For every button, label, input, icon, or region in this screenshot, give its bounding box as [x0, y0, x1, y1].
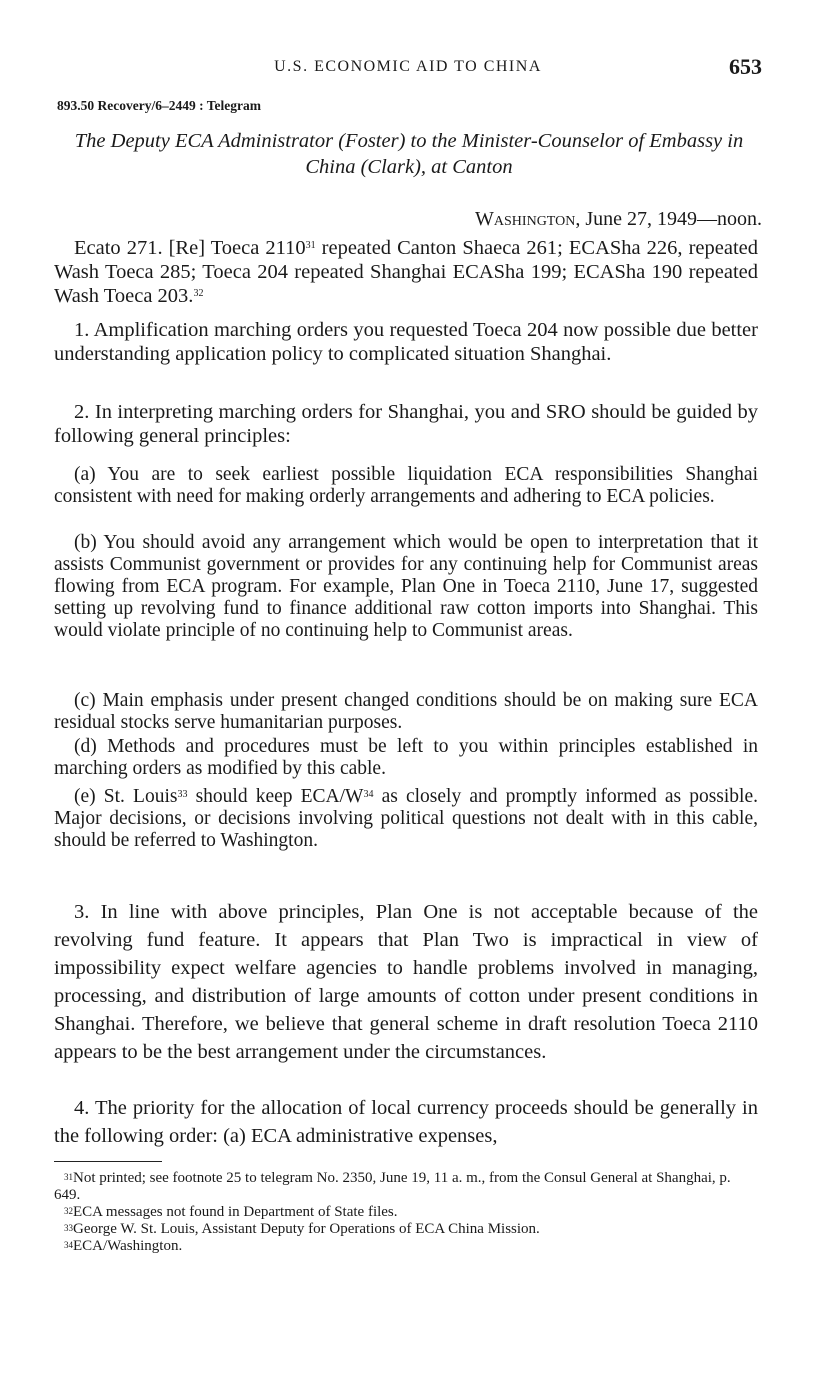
dateline-place: Washington: [475, 208, 576, 230]
footnotes: [54, 1170, 758, 1255]
footnote-text: ECA/Washington.: [73, 1238, 183, 1254]
paragraph-3: 3. In line with above principles, Plan One is not acceptable because of the revolving fund feature. It appears that Plan Two is impractical in view of impossibility expect welfare agencies to handle problems involved in managing, processing, and distribution of large amounts of cotton under present conditions in Shanghai. Therefore, we believe that general scheme in draft resolution Toeca 2110 appears to be the best arrangement under the circumstances.: [54, 901, 758, 1063]
paragraph-1: 1. Amplification marching orders you requested Toeca 204 now possible due better understanding application policy to complicated situation Shanghai.: [54, 319, 758, 365]
footnote-text: Not printed; see footnote 25 to telegram No. 2350, June 19, 11 a. m., from the Consul General at Shanghai, p. 649.: [54, 1170, 731, 1203]
paragraph-text: repeated Canton Shaeca 261; ECASha 226, repeated Wash Toeca 285; Toeca 204 repeated Shanghai ECASha 199; ECASha 190 repeated Wash Toeca 203.: [54, 237, 758, 307]
footnote-mark: 32: [64, 1206, 73, 1216]
principle-b: (b) You should avoid any arrangement which would be open to interpretation that it assists Communist government or provides for any continuing help for Communist areas flowing from ECA program. For example, Plan One in Toeca 2110, June 17, suggested setting up revolving fund to finance additional raw cotton imports into Shanghai. This would violate principle of no continuing help to Communist areas.: [54, 532, 758, 641]
footnote-ref-33: 33: [177, 789, 188, 800]
paragraph-4: 4. The priority for the allocation of local currency proceeds should be generally in the following order: (a) ECA administrative expenses,: [54, 1097, 758, 1147]
footnote-text: ECA messages not found in Department of State files.: [73, 1204, 398, 1220]
principle-d: (d) Methods and procedures must be left to you within principles established in marching orders as modified by this cable.: [54, 736, 758, 779]
file-reference: 893.50 Recovery/6–2449 : Telegram: [57, 98, 261, 113]
footnote-32: [54, 1204, 758, 1221]
running-title: U.S. ECONOMIC AID TO CHINA: [274, 58, 542, 75]
footnote-ref-31: 31: [305, 240, 316, 251]
paragraph-text: should keep ECA/W: [187, 786, 364, 807]
paragraph-text: as closely and promptly informed as possible. Major decisions, or decisions involving political questions not dealt with in this cable, should be referred to Washington.: [54, 786, 758, 851]
footnote-mark: 31: [64, 1172, 73, 1182]
principle-a: (a) You are to seek earliest possible liquidation ECA responsibilities Shanghai consistent with need for making orderly arrangements and adhering to ECA policies.: [54, 464, 758, 507]
paragraph-text: Ecato 271. [Re] Toeca 2110: [74, 237, 306, 259]
document-title: The Deputy ECA Administrator (Foster) to the Minister-Counselor of Embassy in China (Clark), at Canton: [74, 130, 744, 178]
running-head: [54, 56, 762, 84]
dateline-date: , June 27, 1949—noon.: [575, 208, 762, 230]
principle-c: (c) Main emphasis under present changed conditions should be on making sure ECA residual stocks serve humanitarian purposes.: [54, 690, 758, 733]
principle-e: [54, 786, 758, 852]
footnote-33: [54, 1221, 758, 1238]
dateline: [475, 208, 762, 231]
footnote-ref-34: 34: [363, 789, 374, 800]
page-number: 653: [729, 54, 762, 79]
paragraph-reference: [54, 236, 758, 308]
footnote-mark: 33: [64, 1223, 73, 1233]
footnote-31: [54, 1170, 758, 1204]
footnote-34: [54, 1238, 758, 1255]
paragraph-2: 2. In interpreting marching orders for Shanghai, you and SRO should be guided by following general principles:: [54, 401, 758, 447]
footnote-text: George W. St. Louis, Assistant Deputy for Operations of ECA China Mission.: [73, 1221, 540, 1237]
paragraph-text: (e) St. Louis: [74, 786, 178, 807]
footnote-divider: [54, 1161, 162, 1162]
footnote-ref-32: 32: [193, 288, 204, 299]
footnote-mark: 34: [64, 1240, 73, 1250]
